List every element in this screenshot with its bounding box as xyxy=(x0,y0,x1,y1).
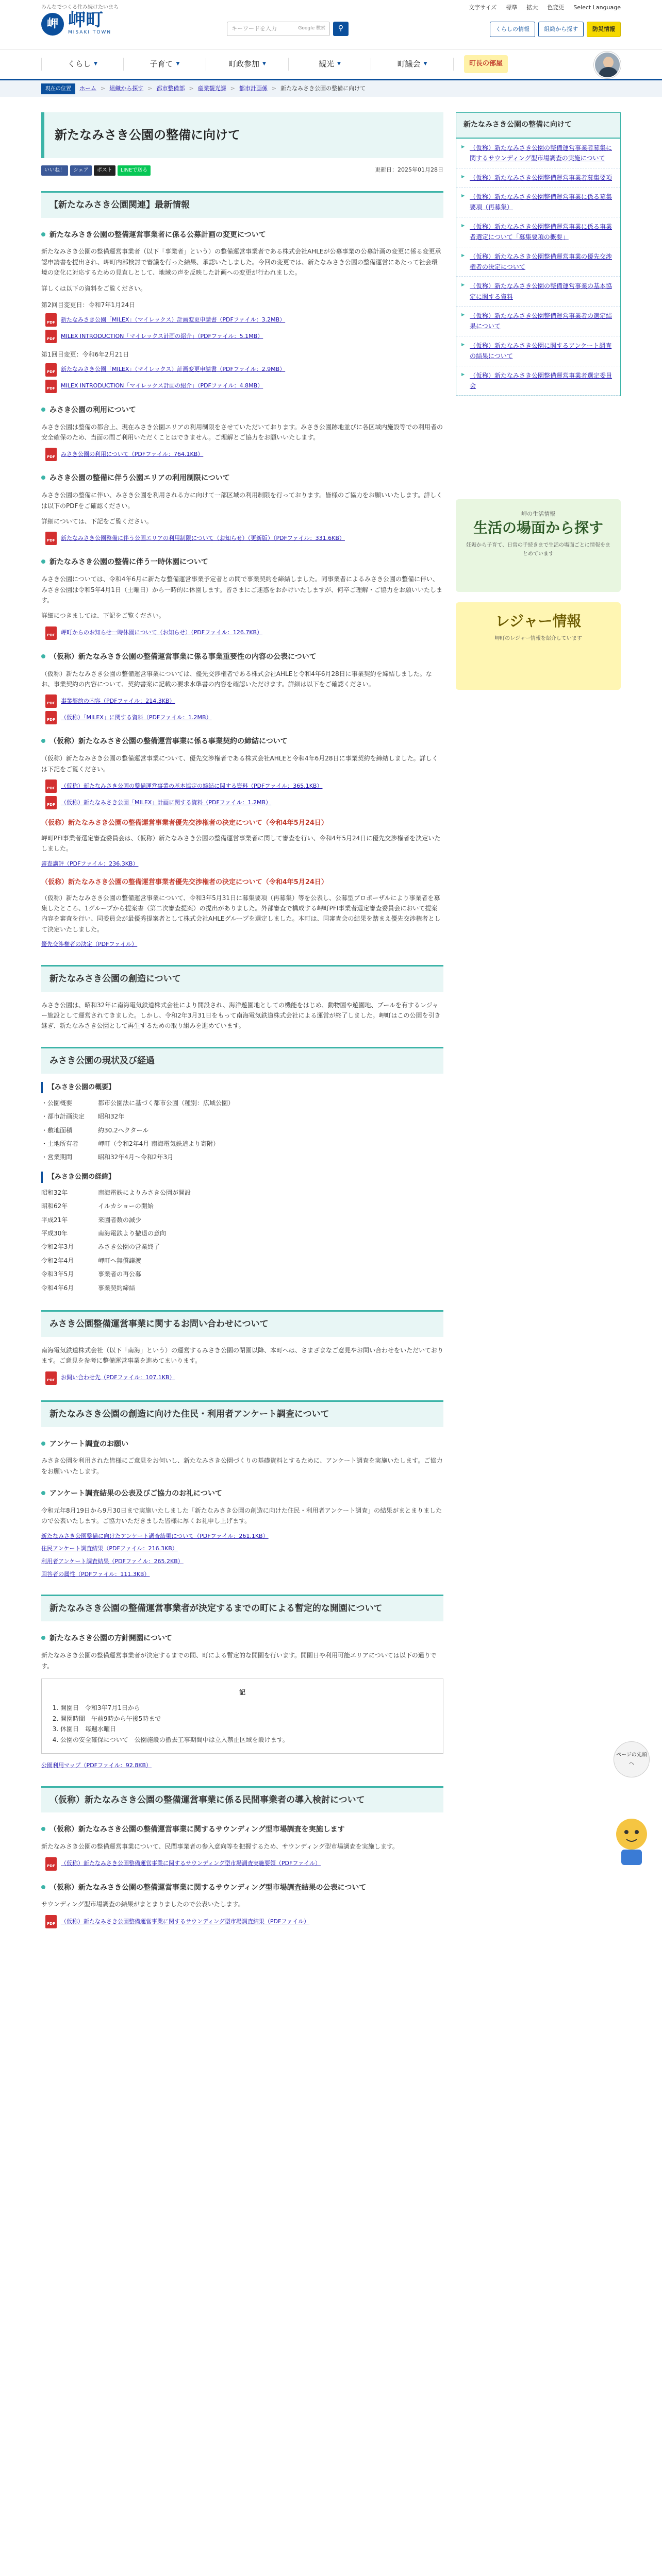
file-link[interactable] xyxy=(45,313,443,327)
search-button[interactable] xyxy=(333,22,349,36)
pwr-heading: （仮称）新たなみさき公園の整備運営事業に係る事業重要性の内容の公表について xyxy=(41,651,443,664)
file-link[interactable] xyxy=(45,532,443,545)
header-link-fontsize[interactable]: 文字サイズ xyxy=(469,4,497,11)
sidebar-list xyxy=(456,139,620,396)
chevron-down-icon: ▼ xyxy=(337,61,341,66)
file-link[interactable] xyxy=(45,380,443,393)
pref-body: 岬町PFI事業者選定審査委員会は、（仮称）新たなみさき公園の整備運営事業者に関して審査を行い、令和4年5月24日に優先交渉権者を決定いたしました。 xyxy=(41,834,441,853)
survey-link[interactable]: 住民アンケート調査結果（PDFファイル：216.3KB） xyxy=(41,1545,178,1552)
intro-body: 新たなみさき公園の整備運営事業について、民間事業者の参入意向等を把握するため、サウンディング型市場調査を実施します。 xyxy=(41,1843,399,1851)
def-row: 昭和32年 南海電鉄によりみさき公園が開設 xyxy=(41,1189,191,1196)
search-row xyxy=(227,22,349,36)
search-input[interactable] xyxy=(227,22,330,36)
gnav-label: 町議会 xyxy=(397,59,421,69)
def-row: 令和4年6月 事業契約締結 xyxy=(41,1284,136,1292)
pdf-icon: PDF xyxy=(45,330,57,343)
sidebar-item xyxy=(456,247,620,277)
outline-title: 記 xyxy=(239,1688,245,1696)
sidebar-heading: 新たなみさき公園の整備に向けて xyxy=(456,113,620,139)
sidebar-link[interactable]: （仮称）新たなみさき公園整備運営事業に係る募集要項（再募集） xyxy=(470,193,613,211)
search-provider: Google 検索 xyxy=(298,26,325,31)
banner-small-text: 岬の生活情報 xyxy=(521,511,555,518)
pref-body-2: （仮称）新たなみさき公園の整備運営事業について、令和3年5月31日に募集要項（再募集）等を公表し、公募型プロポーザルにより事業者を募集したところ、1グループから提案書（第二次審査提案）の提出がありました。外部審査で構成する岬町PFI事業者選定審査委員会において提案内容を審査を行い、同委員会が最優秀提案者として株式会社AHLEグループを選定しました。本町は、同審査会の結果を踏まえ優先交渉権者として決定いたしました。 xyxy=(41,894,441,933)
pdf-icon: PDF xyxy=(45,626,57,640)
org-search-button[interactable]: 組織から探す xyxy=(538,22,584,37)
chevron-down-icon: ▼ xyxy=(176,61,180,66)
pdf-icon: PDF xyxy=(45,694,57,708)
use-heading: みさき公園の利用について xyxy=(41,404,443,417)
outline-box xyxy=(41,1679,443,1754)
outline-item: 2. 開園時間 午前9時から午後5時まで xyxy=(60,1714,435,1724)
sidebar-item xyxy=(456,366,620,396)
pref-link-2[interactable]: 優先交渉権者の決定（PDFファイル） xyxy=(41,941,138,948)
pdf-icon: PDF xyxy=(45,313,57,327)
sidebar-link[interactable]: （仮称）新たなみさき公園の整備運営事業の基本協定に関する資料 xyxy=(470,282,613,300)
file-link[interactable] xyxy=(45,694,443,708)
gnav-item-childcare[interactable] xyxy=(124,58,206,71)
mayor-photo[interactable] xyxy=(594,52,621,78)
def-row: ・敷地面積 約30.2ヘクタール xyxy=(41,1126,149,1134)
site-header xyxy=(0,0,662,49)
pdf-icon: PDF xyxy=(45,779,57,793)
file-link-text[interactable]: （仮称）新たなみさき公園整備運営事業に関するサウンディング型市場調査実施要領（PDFファイル） xyxy=(61,1860,321,1867)
limit-body: みさき公園の整備に伴い、みさき公園を利用される方に向けて一部区域の利用制限を行っております。皆様のご協力をお願いいたします。詳しくは以下のPDFをご確認ください。 xyxy=(41,492,443,510)
survey-heading: 新たなみさき公園の創造に向けた住民・利用者アンケート調査について xyxy=(41,1400,443,1427)
sidebar-item xyxy=(456,168,620,188)
section-latest-heading: 【新たなみさき公園関連】最新情報 xyxy=(41,191,443,218)
meta-row xyxy=(41,165,443,176)
sidebar-link[interactable]: （仮称）新たなみさき公園の整備運営事業者募集に関するサウンディング型市場調査の実施について xyxy=(470,144,613,162)
gnav-label: くらし xyxy=(68,59,91,69)
file-link-text[interactable]: 事業契約の内容（PDFファイル：214.3KB） xyxy=(61,697,175,704)
file-link[interactable] xyxy=(45,779,443,793)
breadcrumb-home[interactable]: ホーム xyxy=(79,84,96,92)
sidebar-link[interactable]: （仮称）新たなみさき公園整備運営事業に係る事業者選定について「募集要項の概要」 xyxy=(470,223,613,241)
def-row: 令和3年5月 事業者の再公募 xyxy=(41,1270,142,1278)
survey-link[interactable]: 新たなみさき公園整備に向けたアンケート調査結果について（PDFファイル：261.1KB） xyxy=(41,1532,269,1539)
main-content xyxy=(41,112,443,1931)
file-link-text[interactable]: （仮称）新たなみさき公園の整備運営事業の基本協定の締結に関する資料（PDFファイル：365.1KB） xyxy=(61,782,323,789)
logo-text: 岬町 xyxy=(68,10,103,30)
mayor-room-link[interactable]: 町長の部屋 xyxy=(464,55,508,73)
file-link[interactable] xyxy=(45,1915,443,1928)
pref-link[interactable]: 審査講評（PDFファイル：236.3KB） xyxy=(41,860,139,867)
chevron-down-icon: ▼ xyxy=(423,61,427,66)
global-nav xyxy=(0,49,662,80)
status-subheading: 【みさき公園の概要】 xyxy=(41,1082,443,1093)
pdf-icon: PDF xyxy=(45,1915,57,1928)
search-placeholder: キーワードを入力 xyxy=(231,25,277,32)
life-info-button[interactable]: くらしの情報 xyxy=(490,22,535,37)
outline-list xyxy=(50,1703,435,1745)
file-link-text[interactable]: （仮称）「MILEX」に関する資料（PDFファイル：1.2MB） xyxy=(61,714,212,721)
def-row: ・営業期間 昭和32年4月～令和2年3月 xyxy=(41,1154,174,1161)
breadcrumb-label: 現在の位置 xyxy=(41,83,75,94)
gnav-label: 観光 xyxy=(319,59,335,69)
file-link[interactable] xyxy=(45,1857,443,1871)
def-row: ・公園概要 都市公園法に基づく都市公園（種別：広域公園） xyxy=(41,1099,235,1107)
sidebar-link[interactable]: （仮称）新たなみさき公園整備運営事業者募集要項 xyxy=(470,174,613,181)
status-overview xyxy=(41,1082,443,1164)
plan-heading: （仮称）新たなみさき公園の整備運営事業に係る事業契約の締結について xyxy=(41,736,443,748)
interim-heading: 新たなみさき公園の整備運営事業者が決定するまでの町による暫定的な開園について xyxy=(41,1595,443,1621)
survey-subheading: アンケート調査のお願い xyxy=(41,1438,443,1451)
inquiry-heading: みさき公園整備運営事業に関するお問い合わせについて xyxy=(41,1310,443,1337)
banner-title: レジャー情報 xyxy=(495,613,582,630)
create-body: みさき公園は、昭和32年に南海電気鉄道株式会社により開設され、海洋遊園地としての機能をはじめ、動物園や遊園地、プールを有するレジャー施設として運営されてきました。しかし、令和2年3月31日をもって南海電気鉄道株式会社による運営が終了しました。岬町はこの公園を引き継ぎ、新たなみさき公園として再生するための取り組みを進めています。 xyxy=(41,1001,441,1030)
file-link-text[interactable]: 新たなみさき公園「MILEX」（マイレックス）計画変更申請書（PDFファイル：2.9MB） xyxy=(61,366,286,373)
survey-body: みさき公園を利用された皆様にご意見をお伺いし、新たなみさき公園づくりの基礎資料とするために、アンケート調査を実施いたします。ご協力をお願いいたします。 xyxy=(41,1457,443,1475)
status-heading: みさき公園の現状及び経過 xyxy=(41,1047,443,1074)
pdf-icon: PDF xyxy=(45,448,57,461)
mascot-icon[interactable] xyxy=(608,1814,655,1870)
def-row: 令和2年4月 岬町へ無償譲渡 xyxy=(41,1257,142,1264)
pdf-icon: PDF xyxy=(45,1857,57,1871)
pdf-icon: PDF xyxy=(45,532,57,545)
page-title: 新たなみさき公園の整備に向けて xyxy=(41,112,443,158)
outline-item: 1. 開園日 令和3年7月1日から xyxy=(60,1703,435,1713)
pdf-icon: PDF xyxy=(45,363,57,377)
intro-body-2: サウンディング型市場調査の結果がまとまりましたので公表いたします。 xyxy=(41,1901,244,1908)
change-body: 新たなみさき公園の整備運営事業者（以下「事業者」という）の整備運営事業者である株式会社AHLEが公募事業の公募計画の変更に係る変更承認申請書を提出され、岬町内部検討で審議を行った結果、承認いたしました。今回の変更では、新たなみさき公園の整備運営にあたって社会環境の変化に対応するための見直しとして、地域の声を反映した計画への変更が行われました。 xyxy=(41,248,441,277)
banner-desc: 妊娠から子育て、日常の手続きまで生活の場面ごとに情報をまとめています xyxy=(466,542,610,557)
limit-note: 詳細については、下記をご覧ください。 xyxy=(41,517,153,525)
inquiry-body: 南海電気鉄道株式会社（以下「南海」という）の運営するみさき公園の閉園以降、本町へは、さまざまなご意見やお問い合わせをいただいております。ご意見を参考に整備運営事業を進めてまいります。 xyxy=(41,1346,444,1365)
utility-buttons xyxy=(490,22,621,37)
breadcrumb-dept[interactable]: 都市整備部 xyxy=(156,84,185,92)
def-row: ・土地所有者 岬町（令和2年4月 南海電気鉄道より寄附） xyxy=(41,1140,220,1148)
logo-sub: MISAKI TOWN xyxy=(68,30,112,35)
content-wrap xyxy=(0,97,662,1952)
file-link-text[interactable]: （仮称）新たなみさき公園「MILEX」計画に関する資料（PDFファイル：1.2MB） xyxy=(61,799,272,806)
file-link[interactable] xyxy=(45,330,443,343)
limit-heading: みさき公園の整備に伴う公園エリアの利用制限について xyxy=(41,472,443,485)
leisure-banner[interactable] xyxy=(456,602,621,690)
def-row: 平成21年 来園者数の減少 xyxy=(41,1216,142,1224)
gnav-item-tourism[interactable] xyxy=(289,58,371,71)
file-link-text[interactable]: 岬町からのお知らせ一時休園について（お知らせ）（PDFファイル：126.7KB） xyxy=(61,629,263,636)
site-tagline: みんなでつくる住み続けたいまち xyxy=(41,5,119,10)
outline-item: 4. 公園の安全確保について 公園施設の撤去工事期間中は立入禁止区域を設けます。 xyxy=(60,1735,435,1745)
pref-notice-2: （仮称）新たなみさき公園の整備運営事業者優先交渉権者の決定について（令和4年5月24日） xyxy=(41,878,328,887)
file-link[interactable] xyxy=(45,626,443,640)
share-buttons xyxy=(41,165,151,176)
sidebar-item xyxy=(456,336,620,366)
sidebar-menu xyxy=(456,112,621,396)
gnav-label: 町政参加 xyxy=(228,59,260,69)
facebook-share-button[interactable]: シェア xyxy=(70,165,92,176)
sidebar-link[interactable]: （仮称）新たなみさき公園に関するアンケート調査の結果について xyxy=(470,342,612,360)
breadcrumb-section[interactable]: 産業観光課 xyxy=(197,84,226,92)
use-body: みさき公園は整備の都合上、現在みさき公園エリアの利用制限をさせていただいております。みさき公園跡地並びに各区域内施設等での利用者の安全確保のため、当面の間ご利用いただくことはできません。ご理解とご協力をお願いいたします。 xyxy=(41,423,443,442)
sidebar xyxy=(456,112,621,1931)
change-note: 詳しくは以下の資料をご覧ください。 xyxy=(41,284,147,292)
file-link-text[interactable]: （仮称）新たなみさき公園整備運営事業に関するサウンディング型市場調査結果（PDFファイル） xyxy=(61,1918,310,1925)
file-link-text[interactable]: お問い合わせ先（PDFファイル：107.1KB） xyxy=(61,1374,175,1381)
survey-subheading-2: アンケート調査結果の公表及びご協力のお礼について xyxy=(41,1488,443,1500)
file-link-text[interactable]: 新たなみさき公園「MILEX」（マイレックス）計画変更申請書（PDFファイル：3.2MB） xyxy=(61,316,286,324)
gnav-item-life[interactable] xyxy=(41,58,124,71)
pdf-icon: PDF xyxy=(45,1371,57,1385)
history xyxy=(41,1172,443,1295)
file-link-text[interactable]: MILEX INTRODUCTION「マイレックス計画の紹介」（PDFファイル：5.1MB） xyxy=(61,333,263,340)
survey-body-2: 令和元年8月19日から9月30日まで実施いたしました「新たなみさき公園の創造に向けた住民・利用者アンケート調査」の結果がまとまりましたので公表いたします。ご協力いただきました皆様に厚くお礼申し上げます。 xyxy=(41,1506,442,1525)
def-row: ・都市計画決定 昭和32年 xyxy=(41,1113,125,1121)
file-link[interactable] xyxy=(45,796,443,809)
facebook-like-button[interactable]: いいね！ xyxy=(41,165,68,176)
survey-link[interactable]: 回答者の属性（PDFファイル：111.3KB） xyxy=(41,1570,150,1578)
sidebar-item xyxy=(456,307,620,336)
sidebar-item xyxy=(456,217,620,247)
outline-item: 3. 休園日 毎週水曜日 xyxy=(60,1724,435,1734)
line-share-button[interactable]: LINEで送る xyxy=(118,165,151,176)
change-heading: 新たなみさき公園の整備運営事業者に係る公募計画の変更について xyxy=(41,229,443,242)
gnav-item-government[interactable] xyxy=(206,58,289,71)
interim-subheading: 新たなみさき公園の方針開園について xyxy=(41,1633,443,1645)
breadcrumb-group[interactable]: 都市計画係 xyxy=(239,84,268,92)
life-scene-banner[interactable] xyxy=(456,499,621,592)
file-link[interactable] xyxy=(45,711,443,724)
intro-subheading-2: （仮称）新たなみさき公園の整備運営事業に関するサウンディング型市場調査結果の公表について xyxy=(41,1882,443,1894)
temp-note: 詳細につきましては、下記をご覧ください。 xyxy=(41,612,165,620)
interim-link[interactable]: 公園利用マップ（PDFファイル：92.8KB） xyxy=(41,1761,152,1769)
chevron-down-icon: ▼ xyxy=(94,61,97,66)
pwr-body: （仮称）新たなみさき公園の整備運営事業については、優先交渉権者である株式会社AHLEと令和4年6月28日に事業契約を締結しました。なお、事業契約の内容について、契約書案に記載の要求水準書の内容を確認いただけます。詳細は以下をご確認ください。 xyxy=(41,670,432,688)
def-row: 昭和62年 イルカショーの開始 xyxy=(41,1202,154,1210)
survey-link[interactable]: 利用者アンケート調査結果（PDFファイル：265.2KB） xyxy=(41,1558,184,1565)
sidebar-item xyxy=(456,188,620,217)
header-link-color[interactable]: 色変更 xyxy=(547,4,565,11)
rev2-date: 第2回目変更日：令和7年1月24日 xyxy=(41,301,136,309)
breadcrumb-org[interactable]: 組織から探す xyxy=(109,84,144,92)
create-heading: 新たなみさき公園の創造について xyxy=(41,965,443,992)
banner-desc: 岬町のレジャー情報を紹介しています xyxy=(494,636,582,642)
temp-heading: 新たなみさき公園の整備に伴う一時休園について xyxy=(41,556,443,569)
intro-subheading: （仮称）新たなみさき公園の整備運営事業に関するサウンディング型市場調査を実施します xyxy=(41,1824,443,1836)
file-link-text[interactable]: MILEX INTRODUCTION「マイレックス計画の紹介」（PDFファイル：4.8MB） xyxy=(61,382,263,389)
breadcrumb-current: 新たなみさき公園の整備に向けて xyxy=(280,84,366,92)
history-subheading: 【みさき公園の経緯】 xyxy=(41,1172,443,1183)
file-link[interactable] xyxy=(45,448,443,461)
disaster-info-button[interactable]: 防災情報 xyxy=(587,22,621,37)
intro-heading: （仮称）新たなみさき公園の整備運営事業に係る民間事業者の導入検討について xyxy=(41,1786,443,1813)
breadcrumb: 現在の位置 ホーム > 組織から探す > 都市整備部 > 産業観光課 > 都市計画係 > 新たなみさき公園の整備に向けて xyxy=(0,80,662,97)
header-link-large[interactable]: 拡大 xyxy=(526,4,538,11)
x-post-button[interactable]: ポスト xyxy=(94,165,115,176)
rev1-date: 第1回目変更：令和6年2月21日 xyxy=(41,351,129,359)
pref-notice: （仮称）新たなみさき公園の整備運営事業者優先交渉権者の決定について（令和4年5月24日） xyxy=(41,819,328,827)
updated-date: 更新日：2025年01月28日 xyxy=(375,166,443,174)
header-links xyxy=(469,3,621,13)
page-top-button[interactable]: ページの先頭へ xyxy=(614,1741,650,1777)
header-link-language[interactable]: Select Language xyxy=(573,4,621,11)
plan-body: （仮称）新たなみさき公園の整備運営事業について、優先交渉権者である株式会社AHLEと令和4年6月28日に事業契約を締結しました。詳しくは下記をご覧ください。 xyxy=(41,755,438,773)
file-link-text[interactable]: 新たなみさき公園整備に伴う公園エリアの利用制限について（お知らせ）（更新版）（PDFファイル：331.6KB） xyxy=(61,535,345,542)
chevron-down-icon: ▼ xyxy=(262,61,266,66)
search-icon: ⚲ xyxy=(338,24,344,33)
file-link-text[interactable]: みさき公園の利用について（PDFファイル：764.1KB） xyxy=(61,451,204,458)
pdf-icon: PDF xyxy=(45,796,57,809)
banner-title: 生活の場面から探す xyxy=(473,519,603,537)
def-row: 令和2年3月 みさき公園の営業終了 xyxy=(41,1243,160,1251)
pdf-icon: PDF xyxy=(45,711,57,724)
gnav-label: 子育て xyxy=(150,59,173,69)
file-link[interactable] xyxy=(45,1371,443,1385)
interim-body: 新たなみさき公園の整備運営事業者が決定するまでの間、町による暫定的な開園を行います。開園日や利用可能エリアについては以下の通りです。 xyxy=(41,1652,437,1670)
sidebar-item xyxy=(456,277,620,307)
def-row: 平成30年 南海電鉄より撤退の意向 xyxy=(41,1230,167,1238)
logo-mark: 岬 xyxy=(41,13,64,36)
gnav-item-council[interactable] xyxy=(371,58,454,71)
sidebar-link[interactable]: （仮称）新たなみさき公園整備運営事業の優先交渉権者の決定について xyxy=(470,252,613,270)
temp-body: みさき公園については、令和4年6月に新たな整備運営事業予定者との間で事業契約を締結しました。同事業者によるみさき公園の整備に伴い、みさき公園は令和5年4月1日（土曜日）から一時的に休園します。皆さまにご迷惑をおかけいたしますが、何卒ご理解・ご協力をお願いいたします。 xyxy=(41,575,442,604)
pdf-icon: PDF xyxy=(45,380,57,393)
file-link[interactable] xyxy=(45,363,443,377)
sidebar-link[interactable]: （仮称）新たなみさき公園整備運営事業者の選定結果について xyxy=(470,312,613,330)
header-link-standard[interactable]: 標準 xyxy=(506,4,518,11)
sidebar-link[interactable]: （仮称）新たなみさき公園整備運営事業者選定委員会 xyxy=(470,371,613,390)
site-logo[interactable] xyxy=(41,11,111,37)
sidebar-item xyxy=(456,139,620,168)
